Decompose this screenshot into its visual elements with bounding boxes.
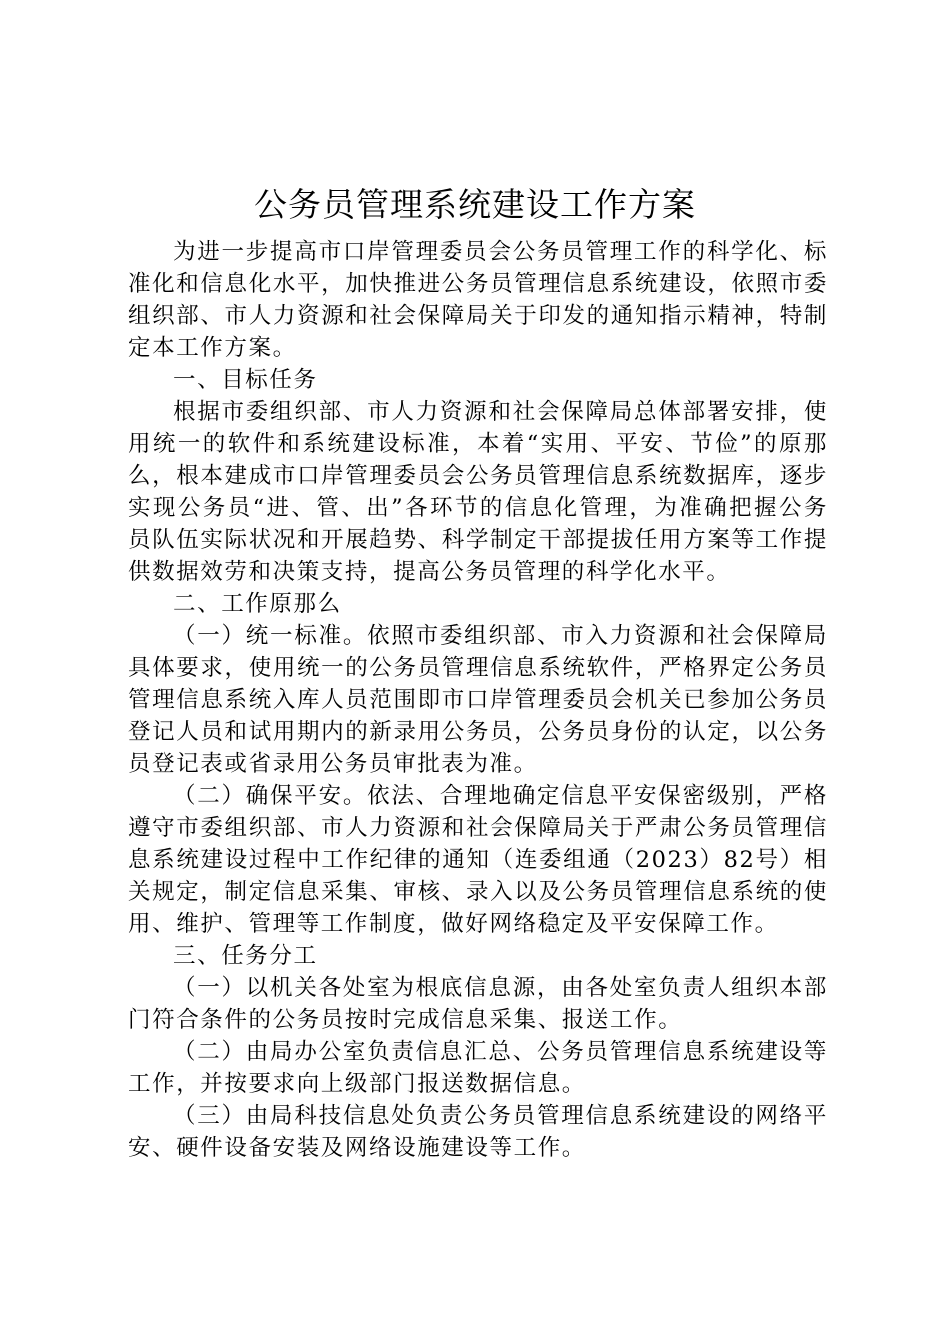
section-heading-tasks: 三、任务分工 (173, 943, 318, 969)
task-item-1: （一）以机关各处室为根底信息源，由各处室负责人组织本部门符合条件的公务员按时完成信息采集、报送工作。 (128, 975, 828, 1033)
task-item-2: （二）由局办公室负责信息汇总、公务员管理信息系统建设等工作，并按要求向上级部门报送数据信息。 (128, 1039, 828, 1097)
document-body (128, 236, 828, 1164)
section-heading-goals: 一、目标任务 (173, 367, 318, 393)
goals-paragraph: 根据市委组织部、市人力资源和社会保障局总体部署安排，使用统一的软件和系统建设标准，本着“实用、平安、节俭”的原那么，根本建成市口岸管理委员会公务员管理信息系统数据库，逐步实现公务员“进、管、出”各环节的信息化管理，为准确把握公务员队伍实际状况和开展趋势、科学制定干部提拔任用方案等工作提供数据效劳和决策支持，提高公务员管理的科学化水平。 (128, 399, 828, 585)
section-heading-principles: 二、工作原那么 (173, 591, 342, 617)
principle-unified-standard: （一）统一标准。依照市委组织部、市入力资源和社会保障局具体要求，使用统一的公务员管理信息系统软件，严格界定公务员管理信息系统入库人员范围即市口岸管理委员会机关已参加公务员登记人员和试用期内的新录用公务员，公务员身份的认定，以公务员登记表或省录用公务员审批表为准。 (128, 623, 828, 777)
document-title: 公务员管理系统建设工作方案 (254, 185, 696, 224)
principle-ensure-safety: （二）确保平安。依法、合理地确定信息平安保密级别，严格遵守市委组织部、市人力资源和社会保障局关于严肃公务员管理信息系统建设过程中工作纪律的通知（连委组通（2023）82号）相关规定，制定信息采集、审核、录入以及公务员管理信息系统的使用、维护、管理等工作制度，做好网络稳定及平安保障工作。 (128, 783, 828, 937)
task-item-3: （三）由局科技信息处负责公务员管理信息系统建设的网络平安、硬件设备安装及网络设施建设等工作。 (128, 1103, 828, 1161)
intro-paragraph: 为进一步提高市口岸管理委员会公务员管理工作的科学化、标准化和信息化水平，加快推进公务员管理信息系统建设，依照市委组织部、市人力资源和社会保障局关于印发的通知指示精神，特制定本工作方案。 (128, 239, 828, 361)
